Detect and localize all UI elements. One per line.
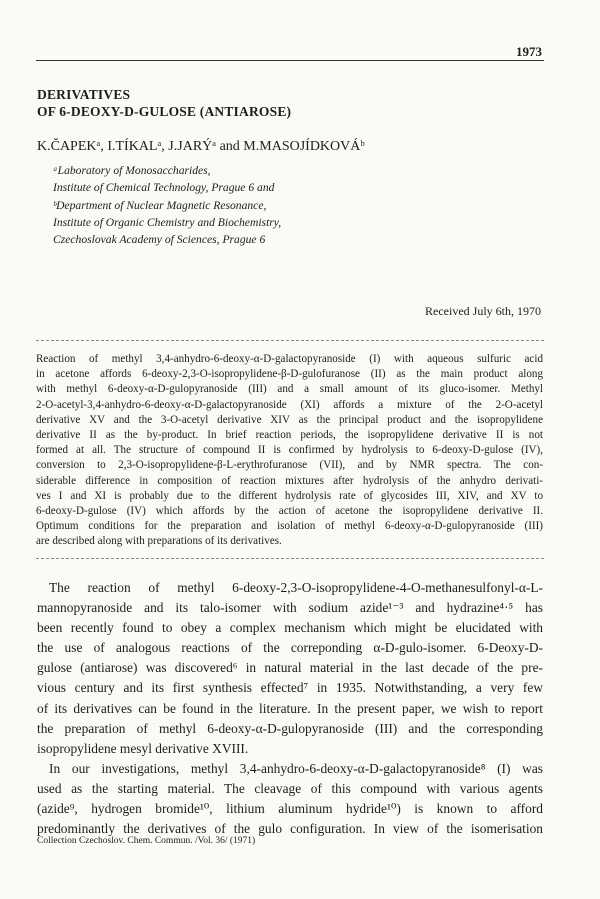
body-line: the use of analogous reactions of the correponding α-D-gulo-isomer. 6-Deoxy-D-: [37, 640, 543, 656]
abstract-line: 2-O-acetyl-3,4-anhydro-6-deoxy-α-D-galactopyranoside (XI) affords a mixture of the 2-O-acetyl: [36, 398, 543, 411]
affiliation-line: Czechoslovak Academy of Sciences, Prague 6: [53, 233, 266, 247]
body-line: isopropylidene mesyl derivative XVIII.: [37, 740, 249, 756]
abstract-bottom-rule: [36, 558, 544, 559]
abstract-line: are described along with preparations of its derivatives.: [36, 535, 282, 548]
abstract-top-rule: [36, 340, 544, 341]
body-line: used as the starting material. The cleavage of this compound with various agents: [37, 780, 543, 796]
body-line: of its derivatives can be found in the literature. In the present paper, we wish to report: [37, 700, 543, 716]
affiliation-line: ᵃLaboratory of Monosaccharides,: [53, 164, 211, 177]
affiliations: [53, 162, 281, 248]
body-line: vious century and its first synthesis effected⁷ in 1935. Notwithstanding, a very few: [37, 680, 543, 696]
article-title: [37, 86, 291, 120]
abstract-line: formed at all. The structure of compound II is confirmed by hydrolysis to 6-deoxy-D-gulose (IV),: [36, 444, 543, 457]
abstract-line: in acetone affords 6-deoxy-2,3-O-isopropylidene-β-D-gulofuranose (II) as the main product along: [36, 368, 543, 381]
abstract-line: ves I and XI is probably due to the different hydrolysis rate of glycosides III, XIV, and XV to: [36, 489, 543, 502]
header-rule: [36, 60, 544, 61]
body-line: the preparation of methyl 6-deoxy-α-D-gulopyranoside (III) and the corresponding: [37, 720, 543, 736]
abstract-line: siderable difference in composition of reaction mixtures after hydrolysis of the anhydro derivati-: [36, 474, 543, 487]
page-number: 1973: [516, 44, 542, 59]
abstract-line: with methyl 6-deoxy-α-D-gulopyranoside (III) and a small amount of its gluco-isomer. Methyl: [36, 383, 543, 396]
body-line: gulose (antiarose) was discovered⁶ in natural material in the last decade of the pre-: [37, 660, 543, 676]
affiliation-line: Institute of Organic Chemistry and Biochemistry,: [53, 215, 282, 229]
abstract: [36, 352, 543, 550]
body-line: In our investigations, methyl 3,4-anhydro-6-deoxy-α-D-galactopyranoside⁸ (I) was: [49, 760, 543, 776]
body-line: predominantly the derivatives of the gulo configuration. In view of the isomerisation: [37, 821, 543, 837]
journal-footer: Collection Czechoslov. Chem. Commun. /Vol. 36/ (1971): [37, 836, 256, 846]
body-line: been recently found to obey a complex mechanism which might be elucidated with: [37, 620, 543, 636]
abstract-line: Reaction of methyl 3,4-anhydro-6-deoxy-α-D-galactopyranoside (I) with aqueous sulfuric acid: [36, 353, 543, 365]
title-line-2: OF 6-DEOXY-D-GULOSE (ANTIAROSE): [37, 104, 292, 119]
affiliation-line: Institute of Chemical Technology, Prague 6 and: [53, 181, 275, 195]
abstract-line: Optimum conditions for the preparation and isolation of methyl 6-deoxy-α-D-gulopyranoside (III): [36, 520, 543, 533]
body-text: [37, 578, 543, 839]
title-line-1: DERIVATIVES: [37, 87, 131, 102]
abstract-line: 6-deoxy-D-gulose (IV) which affords by the action of acetone the isopropylidene derivative II.: [36, 505, 543, 518]
body-line: (azide⁹, hydrogen bromide¹⁰, lithium aluminum hydride¹⁰) is known to afford: [37, 801, 543, 817]
body-line: mannopyranoside and its talo-isomer with sodium azide¹⁻³ and hydrazine⁴·⁵ has: [37, 600, 543, 616]
author-list: K.ČAPEKᵃ, I.TÍKALᵃ, J.JARÝᵃ and M.MASOJÍDKOVÁᵇ: [37, 139, 365, 154]
abstract-line: conversion to 2,3-O-isopropylidene-β-L-erythrofuranose (VII), and by NMR spectra. The con-: [36, 459, 543, 472]
affiliation-line: ᵇDepartment of Nuclear Magnetic Resonance,: [53, 198, 267, 212]
body-line: The reaction of methyl 6-deoxy-2,3-O-isopropylidene-4-O-methanesulfonyl-α-L-: [49, 580, 543, 595]
received-date: Received July 6th, 1970: [425, 304, 541, 318]
abstract-line: derivative II as the by-product. In brief reaction periods, the isopropylidene derivative II is not: [36, 429, 543, 442]
abstract-line: derivative XV and the 3-O-acetyl derivative XIV as the principal product and the isopropylidene: [36, 413, 543, 426]
